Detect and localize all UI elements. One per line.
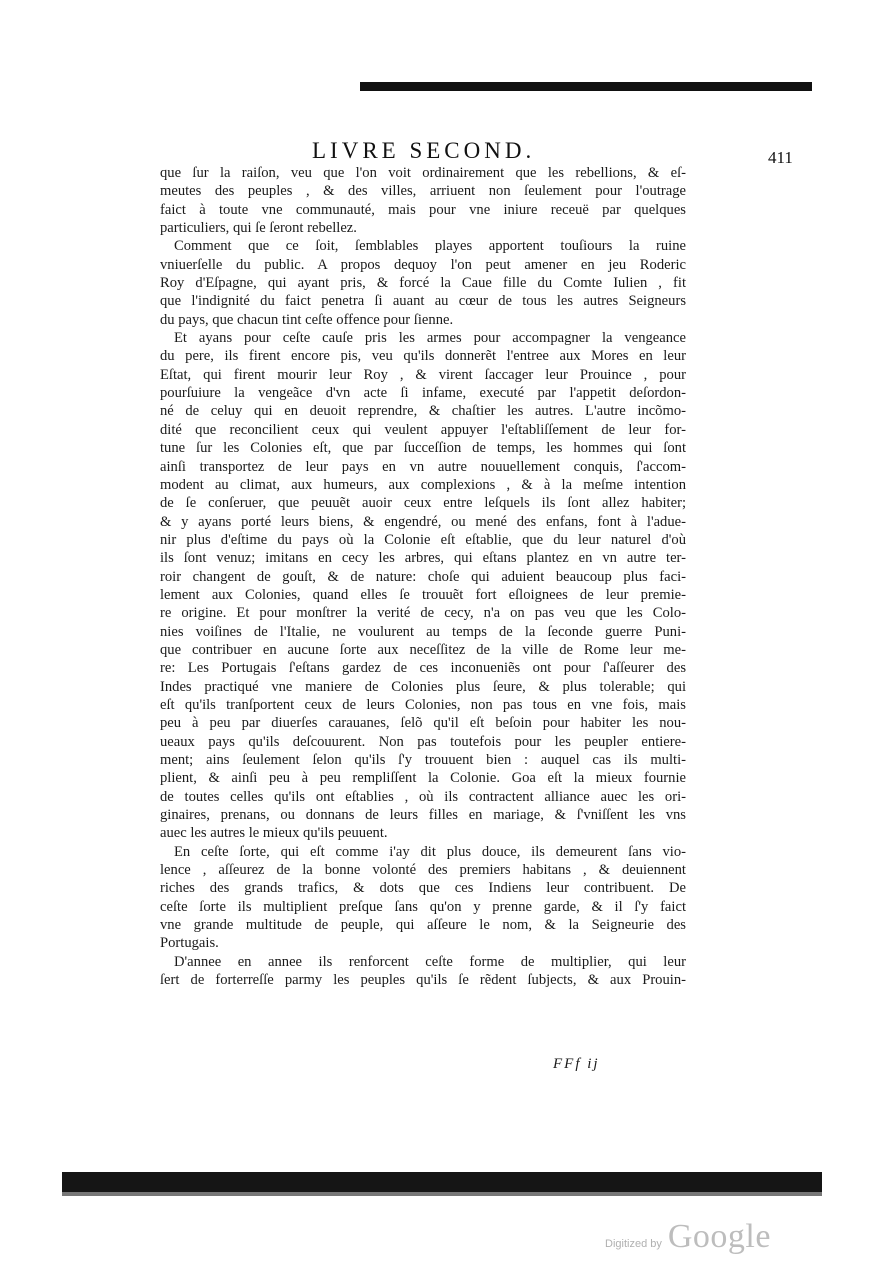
text-line: re: Les Portugais ſ'eſtans gardez de ces inconueniẽs ont pour ſ'aſſeurer des bbox=[160, 660, 686, 677]
top-page-edge-rule bbox=[360, 82, 812, 91]
bottom-edge-shadow bbox=[62, 1192, 822, 1196]
text-line: que contribuer en aucune ſorte aux neceſſitez de la ville de Rome leur me- bbox=[160, 641, 686, 658]
text-line: ginaires, prenans, ou donnans de leurs filles en mariage, & ſ'vniſſent les vns bbox=[160, 807, 686, 824]
text-line: que l'indignité du faict penetra ſi auant au cœur de tous les autres Seigneurs bbox=[160, 293, 686, 310]
text-line: ceſte ſorte ils multiplient preſque ſans qu'on y prenne garde, & il ſ'y faict bbox=[160, 898, 686, 915]
text-line: modent au climat, aux humeurs, aux complexions , & à la meſme intention bbox=[160, 476, 686, 493]
body-text bbox=[160, 164, 686, 989]
text-line: ils ſont venuz; imitans en cecy les arbres, qui eſtans plantez en vn autre ter- bbox=[160, 550, 686, 567]
watermark-prefix: Digitized by bbox=[605, 1238, 662, 1250]
text-line: vne grande multitude de peuple, qui aſſeure le nom, & la Seigneurie des bbox=[160, 917, 686, 934]
text-line: eſt qu'ils tranſportent ceux de leurs Colonies, non pas tous en vne fois, mais bbox=[160, 696, 686, 713]
bottom-page-edge-rule bbox=[62, 1172, 822, 1194]
text-line: re origine. Et pour monſtrer la verité de cecy, n'a on pas veu que les Colo- bbox=[160, 605, 686, 622]
text-line: ainſi transportez de leur pays en vn autre nouuellement conquis, ſ'accom- bbox=[160, 458, 686, 475]
text-line: Portugais. bbox=[160, 935, 219, 952]
text-line: lence , aſſeurez de la bonne volonté des premiers habitans , & deuiennent bbox=[160, 862, 686, 879]
text-line: riches des grands trafics, & dots que ces Indiens leur contribuent. De bbox=[160, 880, 686, 897]
text-line: tune ſur les Colonies eſt, que par ſucceſſion de temps, les hommes qui ſont bbox=[160, 440, 686, 457]
page-number: 411 bbox=[768, 148, 793, 167]
text-line: ment; ains ſeulement ſelon qu'ils ſ'y trouuent bien : auquel cas ils multi- bbox=[160, 752, 686, 768]
text-line: En ceſte ſorte, qui eſt comme i'ay dit plus douce, ils demeurent ſans vio- bbox=[174, 843, 686, 860]
text-line: Indes practiqué vne maniere de Colonies plus ſeure, & plus tolerable; qui bbox=[160, 678, 686, 695]
text-line: du pays, que chacun tint ceſte offence pour ſienne. bbox=[160, 311, 454, 328]
text-line: faict à toute vne communauté, mais pour vne iniure receuë par quelques bbox=[160, 201, 686, 218]
text-line: que ſur la raiſon, veu que l'on voit ordinairement que les rebellions, & eſ- bbox=[160, 165, 686, 181]
text-line: de ſe conſeruer, que peuuẽt auoir ceux entre leſquels ils ſont allez habiter; bbox=[160, 495, 686, 512]
text-line: dité que reconcilient ceux qui veulent appuyer l'eſtabliſſement de leur for- bbox=[160, 421, 686, 438]
digitized-watermark bbox=[605, 1218, 771, 1256]
text-line: Eſtat, qui firent mourir leur Roy , & virent ſaccager leur Prouince , pour bbox=[160, 366, 686, 383]
text-line: Et ayans pour ceſte cauſe pris les armes pour accompagner la vengeance bbox=[174, 330, 686, 347]
text-line: du pere, ils firent encore pis, veu qu'ils donnerẽt l'entree aux Mores en leur bbox=[160, 348, 686, 365]
text-line: ueaux pays qu'ils deſcouurent. Non pas toutefois pour les peupler entiere- bbox=[160, 733, 686, 750]
text-line: peu à peu par diuerſes carauanes, ſelõ qu'il eſt beſoin pour habiter les nou- bbox=[160, 715, 686, 732]
signature-mark: FFf ij bbox=[553, 1056, 600, 1072]
text-line: ſert de forterreſſe parmy les peuples qu'ils ſe rẽdent ſubjects, & aux Prouin- bbox=[160, 972, 686, 989]
text-line: auec les autres le mieux qu'ils peuuent. bbox=[160, 825, 388, 842]
text-line: pourſuiure la vengeãce d'vn acte ſi infame, executé par l'appetit deſordon- bbox=[160, 385, 686, 402]
text-line: nies voiſines de l'Italie, ne voulurent au temps de la ſeconde guerre Puni- bbox=[160, 623, 686, 640]
text-line: D'annee en annee ils renforcent ceſte forme de multiplier, qui leur bbox=[174, 953, 686, 970]
text-line: nir plus d'eſtime du pays où la Colonie eſt eſtablie, que du leur naturel d'où bbox=[160, 531, 686, 548]
text-line: vniuerſelle du public. A propos dequoy l'on peut amener en jeu Roderic bbox=[160, 256, 686, 273]
google-logo: Google bbox=[667, 1218, 771, 1255]
text-line: meutes des peuples , & des villes, arriuent non ſeulement pour l'outrage bbox=[160, 183, 686, 200]
text-line: lement aux Colonies, quand elles ſe trouuẽt fort eſloignees de leur premie- bbox=[160, 586, 686, 603]
running-head: LIVRE SECOND. bbox=[312, 138, 536, 163]
text-line: né de celuy qui en deuoit reprendre, & chaſtier les autres. L'autre incõmo- bbox=[160, 403, 686, 420]
text-line: de toutes celles qu'ils ont eſtablies , où ils contractent alliance auec les ori- bbox=[160, 788, 686, 805]
text-line: & y ayans porté leurs biens, & engendré, ou mené des enfans, font à l'adue- bbox=[160, 513, 686, 530]
text-line: roir changent de gouſt, & de nature: choſe qui aduient beaucoup plus faci- bbox=[160, 568, 686, 585]
text-line: plient, & ainſi peu à peu rempliſſent la Colonie. Goa eſt la mieux fournie bbox=[160, 770, 686, 787]
text-line: Comment que ce ſoit, ſemblables playes apportent touſiours la ruine bbox=[174, 238, 686, 255]
text-line: particuliers, qui ſe ſeront rebellez. bbox=[160, 220, 357, 237]
text-line: Roy d'Eſpagne, qui ayant pris, & forcé la Caue fille du Comte Iulien , fit bbox=[160, 275, 686, 292]
